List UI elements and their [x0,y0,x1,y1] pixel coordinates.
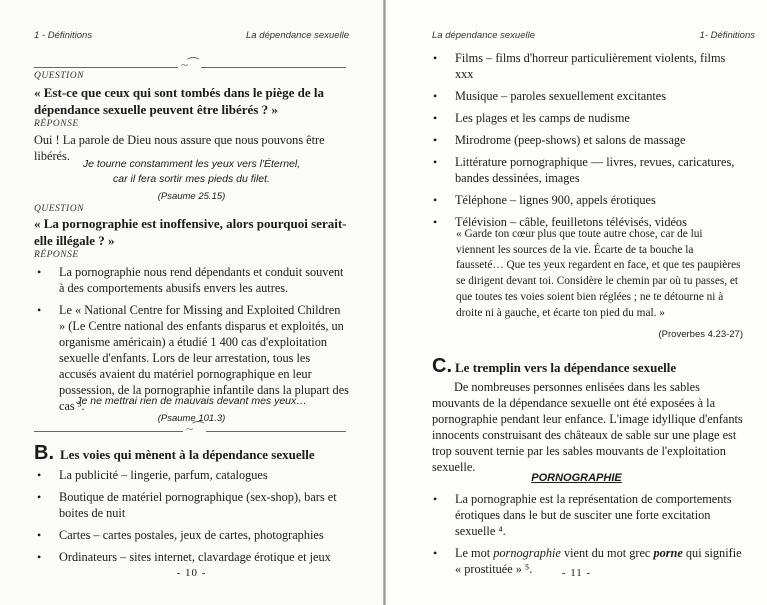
answer-label: RÉPONSE [34,119,79,129]
text-run: vient du mot grec [560,546,654,560]
greek-term: porne [653,546,683,560]
answer-text: Oui ! La parole de Dieu nous assure que nous pouvons être libérés. [34,133,325,163]
section-letter: B. [34,442,54,464]
list-item: • La publicité – lingerie, parfum, catalogues [34,467,349,483]
page-number: - 10 - [176,567,207,579]
section-title: Les voies qui mènent à la dépendance sexuelle [60,447,315,462]
text-run: Le mot [455,546,494,560]
list-item: • Télévision – câble, feuilletons télévisés, vidéos [430,214,746,230]
swirl-ornament-icon: ~⁀ [178,60,201,70]
running-header-left: La dépendance sexuelle [432,30,536,41]
verse-line: Je tourne constamment les yeux vers l'Éternel, [82,158,301,170]
running-header-right: La dépendance sexuelle [245,30,349,41]
swirl-ornament-icon: ~⁀ [183,424,206,434]
answer-list [34,264,349,414]
list-item: • Musique – paroles sexuellement excitantes [430,88,746,104]
section-paragraph: De nombreuses personnes enlisées dans les sables mouvants de la dépendance sexuelle ont été exposées à la pornographie pendant leur enfance. L'image idyllique d'enfants innocents construisant des châteaux de sable sur une plage est trop souvent ternie par les sables mouvants de l'exploitation sexuelle. [432,380,743,474]
list-item: • Le « National Centre for Missing and Exploited Children » (Le Centre national des enfants disparus et exploités, un organisme américain) a étudié 1 400 cas d'exploitation sexuelle d'enfants. Lors de leur arrestation, tous les accusés avaient du matériel pornographique en leur possession, de la pornographie infantile dans la plupart des cas ³. [34,302,349,414]
left-page [0,0,383,605]
list-item: • Téléphone – lignes 900, appels érotiques [430,192,746,208]
verse-reference: (Psaume 101.3) [157,413,226,424]
ways-list [430,50,746,230]
pornography-list [430,491,746,577]
section-letter: C. [432,355,452,377]
question-label: QUESTION [34,204,84,214]
quote-reference: (Proverbes 4.23-27) [658,329,743,340]
running-header-right: 1- Définitions [699,30,755,41]
list-item: • Cartes – cartes postales, jeux de cartes, photographies [34,527,349,543]
answer-label: RÉPONSE [34,250,79,260]
page-number: - 11 - [561,567,592,579]
verse-reference: (Psaume 25.15) [157,191,226,202]
verse-line: Je ne mettrai rien de mauvais devant mes yeux… [76,395,307,407]
italic-term: pornographie [493,546,561,560]
list-item: • La pornographie est la représentation de comportements érotiques dans le but de susciter une forte excitation sexuelle ⁴. [430,491,746,539]
text-run: qui signifie « prostituée » ⁵. [455,546,742,576]
list-item: • Boutique de matériel pornographique (sex-shop), bars et boites de nuit [34,489,349,521]
verse-quote [34,157,349,204]
running-header-left: 1 - Définitions [34,30,93,41]
verse-line: car il fera sortir mes pieds du filet. [113,173,270,185]
sub-heading: PORNOGRAPHIE [531,472,622,484]
question-label: QUESTION [34,71,84,81]
list-item: • Mirodrome (peep-shows) et salons de massage [430,132,746,148]
list-item: • Ordinateurs – sites internet, clavardage érotique et jeux [34,549,349,565]
question-text: « Est-ce que ceux qui sont tombés dans le piège de la dépendance sexuelle peuvent être libérés ? » [34,85,324,117]
list-item: • La pornographie nous rend dépendants et conduit souvent à des comportements abusifs envers les autres. [34,264,349,296]
section-list [34,467,349,565]
section-title: Le tremplin vers la dépendance sexuelle [455,360,677,375]
list-item: • Les plages et les camps de nudisme [430,110,746,126]
list-item: • Littérature pornographique — livres, revues, caricatures, bandes dessinées, images [430,154,746,186]
right-page [386,0,767,605]
proverbs-quote: « Garde ton cœur plus que toute autre chose, car de lui viennent les sources de la vie. Écarte de ta bouche la fausseté… Que tes yeux regardent en face, et que tes paupières se dirigent devant toi. Considère le chemin par où tu passes, et que toutes tes voies soient bien réglées ; ne te détourne ni à droite ni à gauche, et écarte ton pied du mal. » [456,228,741,319]
list-item: • Films – films d'horreur particulièrement violents, films xxx [430,50,746,82]
question-text: « La pornographie est inoffensive, alors pourquoi serait-elle illégale ? » [34,216,347,248]
